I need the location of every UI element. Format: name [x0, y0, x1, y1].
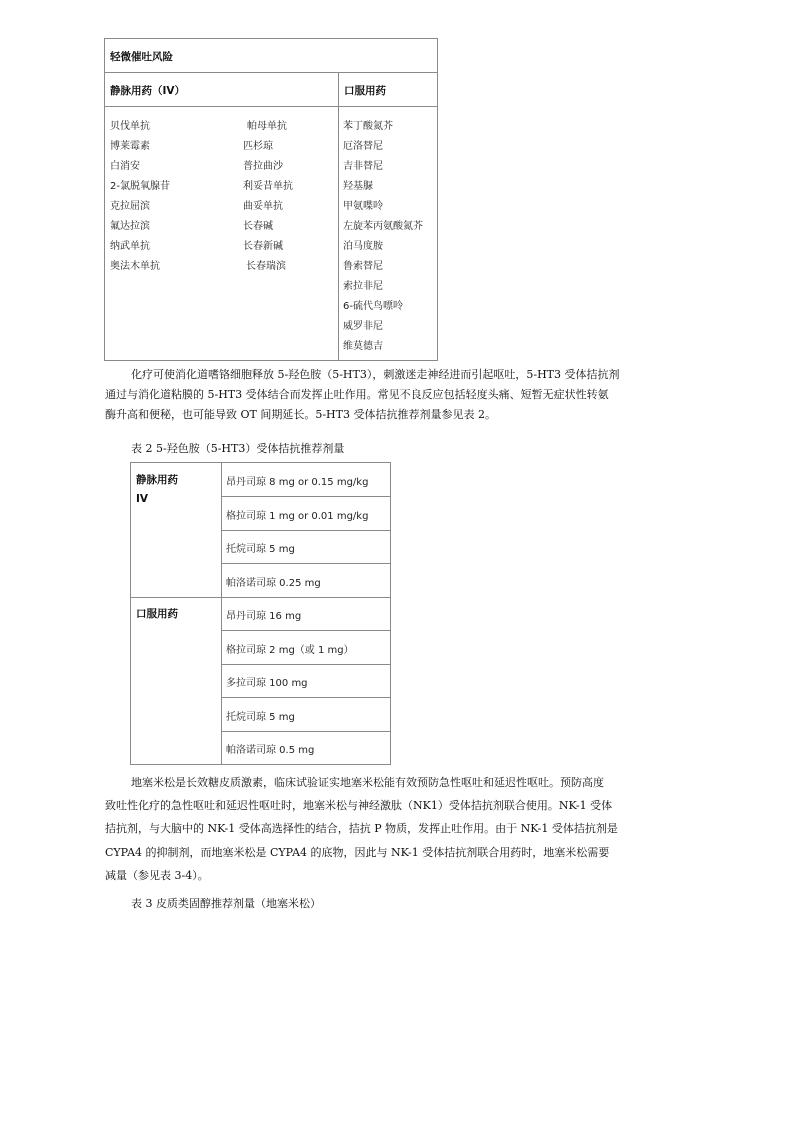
drug-item: 甲氨喋呤 — [343, 201, 383, 212]
oral-header: 口服用药 — [344, 85, 386, 97]
drug-item: 博莱霉素 — [110, 141, 150, 152]
drug-item: 长春瑞滨 — [246, 261, 286, 272]
emetic-risk-table — [104, 38, 438, 361]
drug-item: 贝伐单抗 — [110, 121, 150, 132]
iv-drug-list-1 — [110, 117, 170, 277]
table3-caption: 表 3 皮质类固醇推荐剂量（地塞米松） — [131, 897, 321, 910]
iv-header: 静脉用药（IV） — [110, 85, 186, 97]
iv-route-label — [136, 472, 178, 507]
paragraph-line: 通过与消化道粘膜的 5-HT3 受体结合而发挥止吐作用。常见不良反应包括轻度头痛、短暂无症状性转氨 — [105, 388, 609, 401]
paragraph-line: 致吐性化疗的急性呕吐和延迟性呕吐时，地塞米松与神经激肽（NK1）受体拮抗剂联合使用。NK-1 受体 — [105, 799, 613, 812]
row-divider — [221, 563, 390, 564]
paragraph-line: 地塞米松是长效糖皮质激素，临床试验证实地塞米松能有效预防急性呕吐和延迟性呕吐。预防高度 — [131, 776, 604, 789]
paragraph-line: 酶升高和便秘，也可能导致 OT 间期延长。5-HT3 受体拮抗推荐剂量参见表 2。 — [105, 408, 496, 421]
section-divider — [131, 597, 390, 598]
dose-cell: 格拉司琼 2 mg（或 1 mg） — [226, 645, 354, 656]
oral-header-cell — [339, 73, 437, 107]
dose-cell: 格拉司琼 1 mg or 0.01 mg/kg — [226, 511, 369, 522]
paragraph-line: 拮抗剂，与大脑中的 NK-1 受体高选择性的结合，拮抗 P 物质，发挥止吐作用。由于 NK-1 受体拮抗剂是 — [105, 822, 618, 835]
dose-cell: 帕洛诺司琼 0.25 mg — [226, 578, 321, 589]
oral-route-label: 口服用药 — [136, 608, 178, 620]
drug-item: 奥法木单抗 — [110, 261, 160, 272]
dose-cell: 帕洛诺司琼 0.5 mg — [226, 745, 315, 756]
iv-drug-list-2 — [243, 117, 293, 277]
drug-item: 2-氯脱氧腺苷 — [110, 181, 170, 192]
drug-item: 威罗非尼 — [343, 321, 383, 332]
drug-item: 普拉曲沙 — [243, 161, 283, 172]
oral-drug-list — [343, 117, 423, 357]
paragraph-line: CYPA4 的抑制剂，而地塞米松是 CYPA4 的底物，因此与 NK-1 受体拮抗剂联合用药时，地塞米松需要 — [105, 846, 610, 859]
drug-item: 泊马度胺 — [343, 241, 383, 252]
drug-item: 氟达拉滨 — [110, 221, 150, 232]
row-divider — [221, 496, 390, 497]
drug-item: 维莫德吉 — [343, 341, 383, 352]
row-divider — [221, 530, 390, 531]
drug-item: 帕母单抗 — [247, 121, 287, 132]
dose-cell: 托烷司琼 5 mg — [226, 544, 295, 555]
drug-item: 纳武单抗 — [110, 241, 150, 252]
drug-item: 长春新碱 — [243, 241, 283, 252]
paragraph-line: 化疗可使消化道嗜铬细胞释放 5-羟色胺（5-HT3），刺激迷走神经进而引起呕吐，5-HT3 受体拮抗剂 — [131, 368, 620, 381]
drug-item: 吉非替尼 — [343, 161, 383, 172]
row-divider — [221, 630, 390, 631]
column-divider — [338, 73, 339, 360]
drug-item: 长春碱 — [243, 221, 273, 232]
drug-item: 左旋苯丙氨酸氮芥 — [343, 221, 423, 232]
row-divider — [221, 731, 390, 732]
drug-item: 克拉屈滨 — [110, 201, 150, 212]
drug-item: 匹杉琼 — [243, 141, 273, 152]
drug-item: 曲妥单抗 — [243, 201, 283, 212]
table2-caption: 表 2 5-羟色胺（5-HT3）受体拮抗推荐剂量 — [131, 442, 345, 455]
drug-item: 索拉非尼 — [343, 281, 383, 292]
row-divider — [221, 697, 390, 698]
column-divider — [221, 463, 222, 764]
paragraph-line: 减量（参见表 3-4）。 — [105, 869, 209, 882]
drug-item: 鲁索替尼 — [343, 261, 383, 272]
dose-cell: 多拉司琼 100 mg — [226, 678, 308, 689]
drug-item: 苯丁酸氮芥 — [343, 121, 393, 132]
drug-item: 白消安 — [110, 161, 140, 172]
dose-cell: 昂丹司琼 16 mg — [226, 611, 302, 622]
iv-header-cell — [105, 73, 338, 107]
row-divider — [221, 664, 390, 665]
drug-item: 6-硫代鸟嘌呤 — [343, 301, 403, 312]
table-title: 轻微催吐风险 — [110, 51, 173, 63]
drug-item: 羟基脲 — [343, 181, 373, 192]
dose-cell: 托烷司琼 5 mg — [226, 712, 295, 723]
iv-route-line: 静脉用药 — [136, 474, 178, 486]
dose-cell: 昂丹司琼 8 mg or 0.15 mg/kg — [226, 477, 369, 488]
dose-table — [130, 462, 391, 765]
drug-item: 厄洛替尼 — [343, 141, 383, 152]
table-title-row — [105, 39, 437, 73]
iv-route-line: IV — [136, 493, 149, 505]
drug-item: 利妥昔单抗 — [243, 181, 293, 192]
